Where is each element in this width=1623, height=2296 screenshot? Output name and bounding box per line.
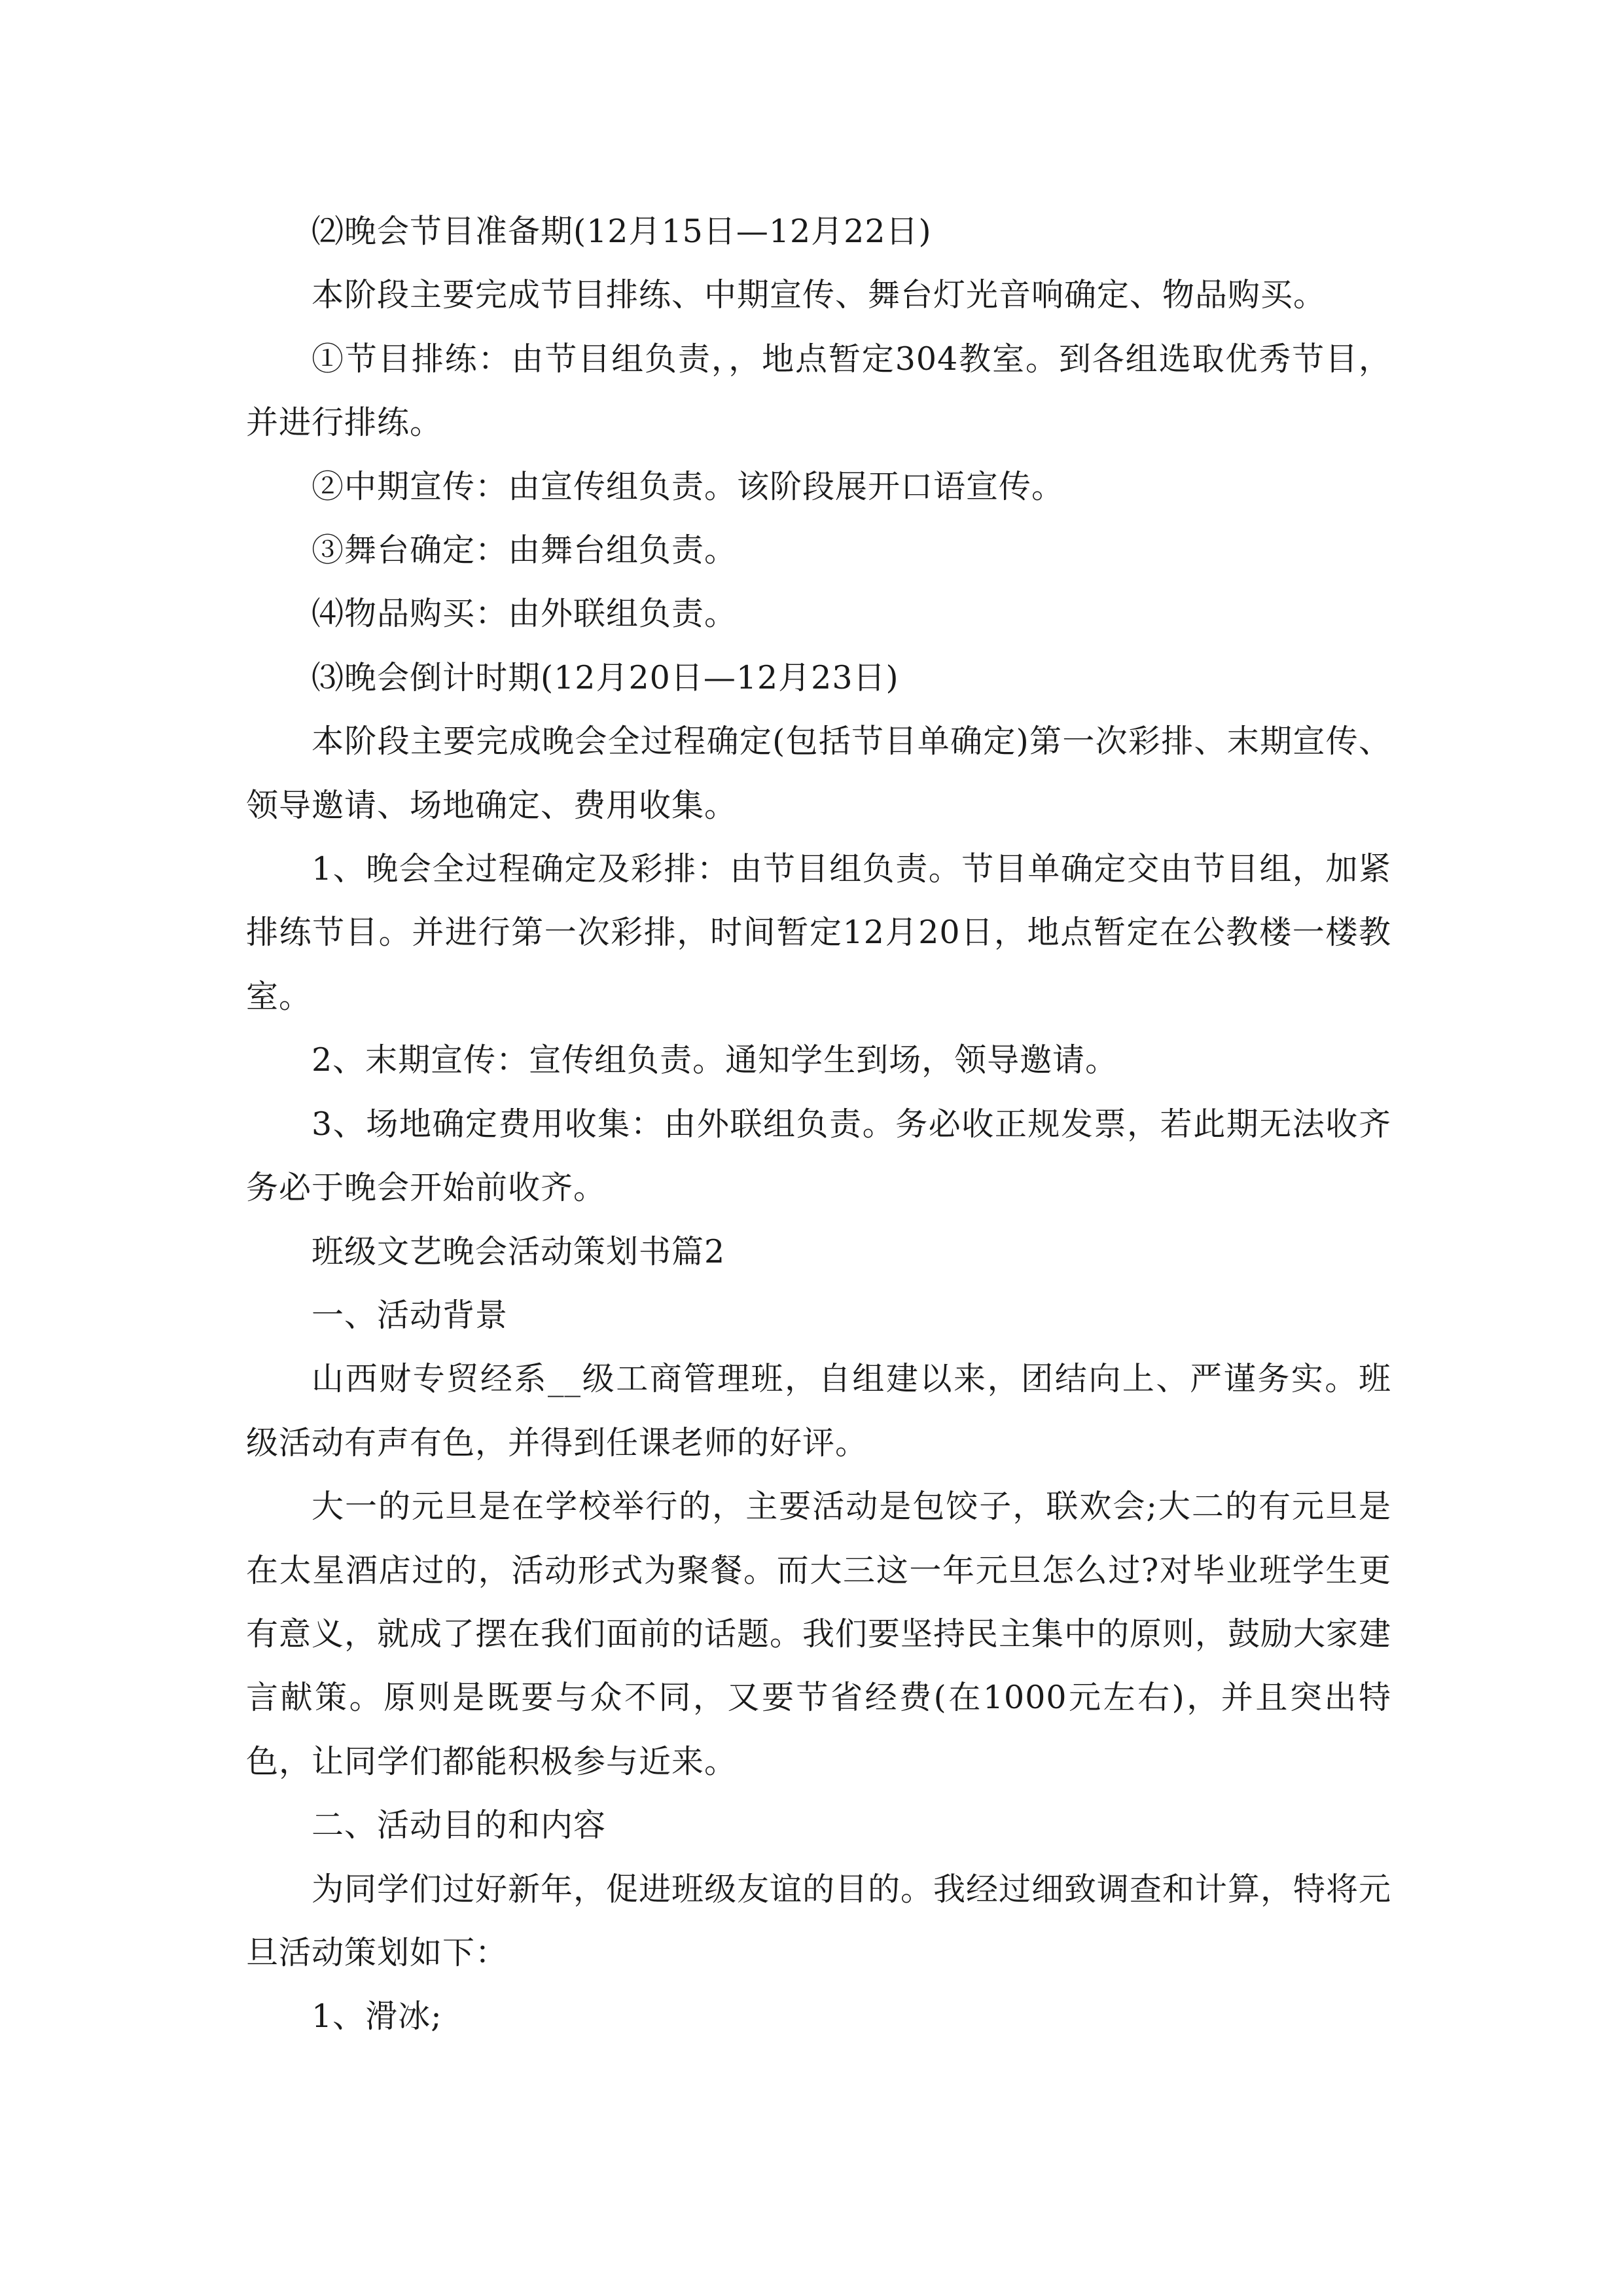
paragraph-countdown-tasks: 本阶段主要完成晚会全过程确定(包括节目单确定)第一次彩排、末期宣传、领导邀请、场地确定、费用收集。 bbox=[246, 723, 1391, 824]
paragraph-countdown-period: ⑶晚会倒计时期(12月20日—12月23日) bbox=[312, 658, 899, 696]
paragraph-final-publicity: 2、末期宣传：宣传组负责。通知学生到场，领导邀请。 bbox=[312, 1041, 1118, 1079]
paragraph-new-year-history: 大一的元旦是在学校举行的，主要活动是包饺子，联欢会;大二的有元旦是在太星酒店过的，活动形式为聚餐。而大三这一年元旦怎么过?对毕业班学生更有意义，就成了摆在我们面前的话题。我们要坚持民主集中的原则，鼓励大家建言献策。原则是既要与众不同，又要节省经费(在1000元左右)，并且突出特色，让同学们都能积极参与近来。 bbox=[246, 1488, 1392, 1780]
paragraph-purchasing: ⑷物品购买：由外联组负责。 bbox=[312, 595, 738, 633]
paragraph-stage-tasks: 本阶段主要完成节目排练、中期宣传、舞台灯光音响确定、物品购买。 bbox=[312, 276, 1327, 314]
paragraph-program-prep-period: ⑵晚会节目准备期(12月15日—12月22日) bbox=[312, 213, 932, 250]
section-heading-purpose: 二、活动目的和内容 bbox=[312, 1806, 607, 1844]
paragraph-class-intro: 山西财专贸经系__级工商管理班，自组建以来，团结向上、严谨务实。班级活动有声有色，并得到任课老师的好评。 bbox=[246, 1360, 1391, 1462]
paragraph-rehearsal-item: 1、晚会全过程确定及彩排：由节目组负责。节目单确定交由节目组，加紧排练节目。并进行第一次彩排，时间暂定12月20日，地点暂定在公教楼一楼教室。 bbox=[246, 850, 1391, 1015]
paragraph-mid-publicity: ②中期宣传：由宣传组负责。该阶段展开口语宣传。 bbox=[312, 467, 1065, 505]
document-body bbox=[246, 200, 1391, 2049]
paragraph-stage-confirm: ③舞台确定：由舞台组负责。 bbox=[312, 531, 738, 569]
paragraph-purpose: 为同学们过好新年，促进班级友谊的目的。我经过细致调查和计算，特将元旦活动策划如下： bbox=[246, 1870, 1392, 1971]
section-heading-background: 一、活动背景 bbox=[312, 1296, 508, 1334]
paragraph-program-rehearsal: ①节目排练：由节目组负责，，地点暂定304教室。到各组选取优秀节目，并进行排练。 bbox=[246, 340, 1391, 442]
section-heading-part2: 班级文艺晚会活动策划书篇2 bbox=[312, 1232, 726, 1270]
list-item-skating: 1、滑冰; bbox=[312, 1998, 442, 2036]
paragraph-venue-fees: 3、场地确定费用收集：由外联组负责。务必收正规发票，若此期无法收齐务必于晚会开始前收齐。 bbox=[246, 1105, 1391, 1207]
